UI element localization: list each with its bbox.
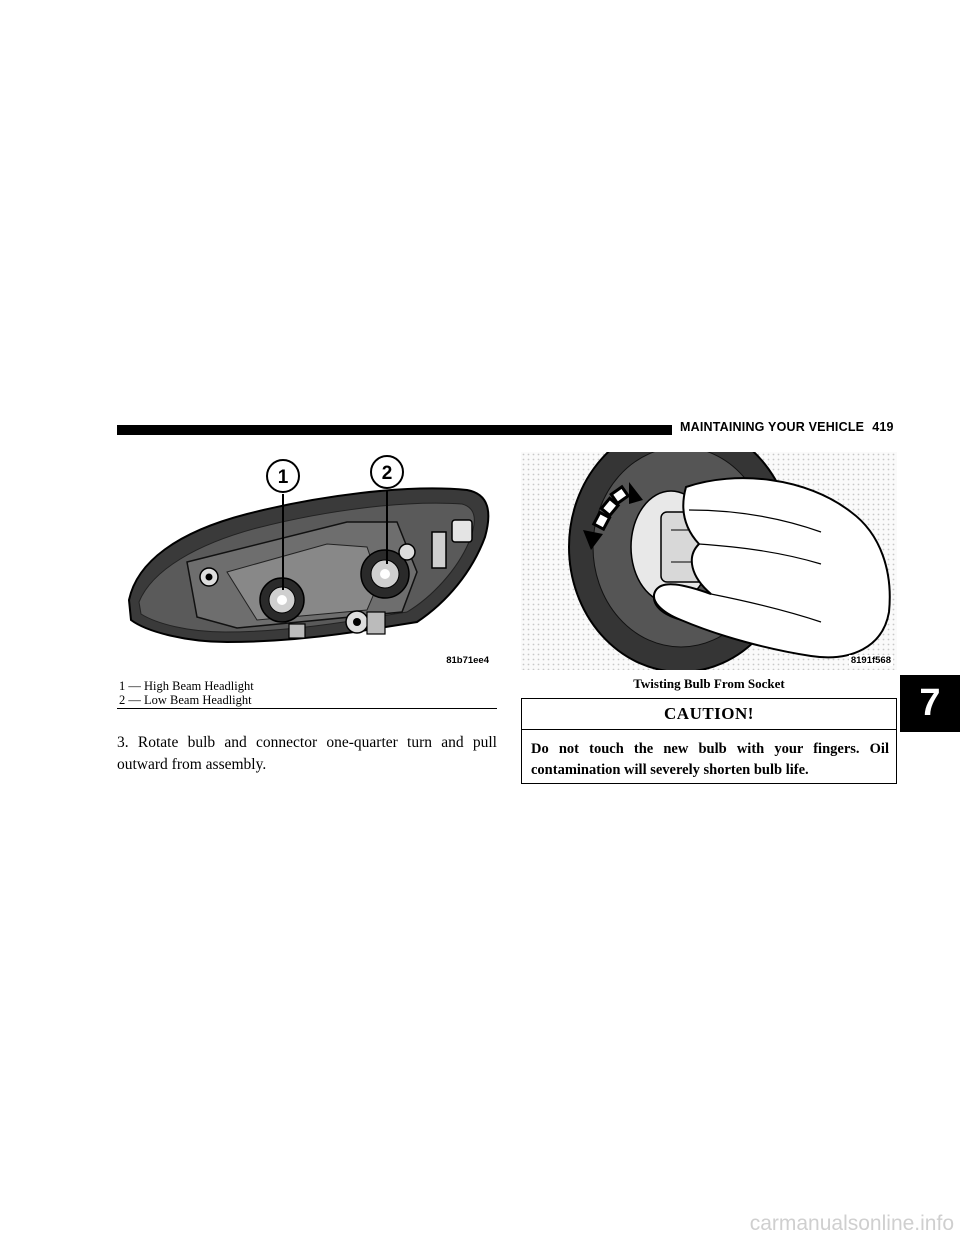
step-paragraph: 3. Rotate bulb and connector one-quarter turn and pull outward from assembly. — [117, 733, 497, 773]
twisting-bulb-illustration — [521, 452, 897, 670]
callout-2: 2 — [381, 463, 393, 484]
running-header — [680, 420, 905, 438]
caution-title: CAUTION! — [522, 699, 896, 730]
figure-legend — [119, 679, 496, 707]
chapter-tab: 7 — [900, 675, 960, 732]
page-number: 419 — [872, 420, 894, 434]
watermark: carmanualsonline.info — [749, 1212, 954, 1235]
callout-1: 1 — [277, 467, 289, 488]
legend-item-low-beam: 2 — Low Beam Headlight — [119, 693, 252, 707]
legend-rule — [117, 708, 497, 709]
twisting-bulb-figure — [521, 452, 897, 670]
headlight-assembly-figure — [117, 452, 497, 670]
section-title: MAINTAINING YOUR VEHICLE — [680, 420, 865, 434]
caution-text: Do not touch the new bulb with your fingers. Oil contamination will severely shorten bulb life. — [531, 741, 889, 778]
headlight-assembly-illustration — [117, 452, 497, 670]
legend-item-high-beam: 1 — High Beam Headlight — [119, 679, 254, 693]
caution-box — [521, 698, 897, 784]
header-rule — [117, 425, 672, 435]
figure-code: 8191f568 — [850, 655, 891, 666]
figure-caption: Twisting Bulb From Socket — [633, 676, 785, 691]
figure-code: 81b71ee4 — [446, 655, 489, 666]
